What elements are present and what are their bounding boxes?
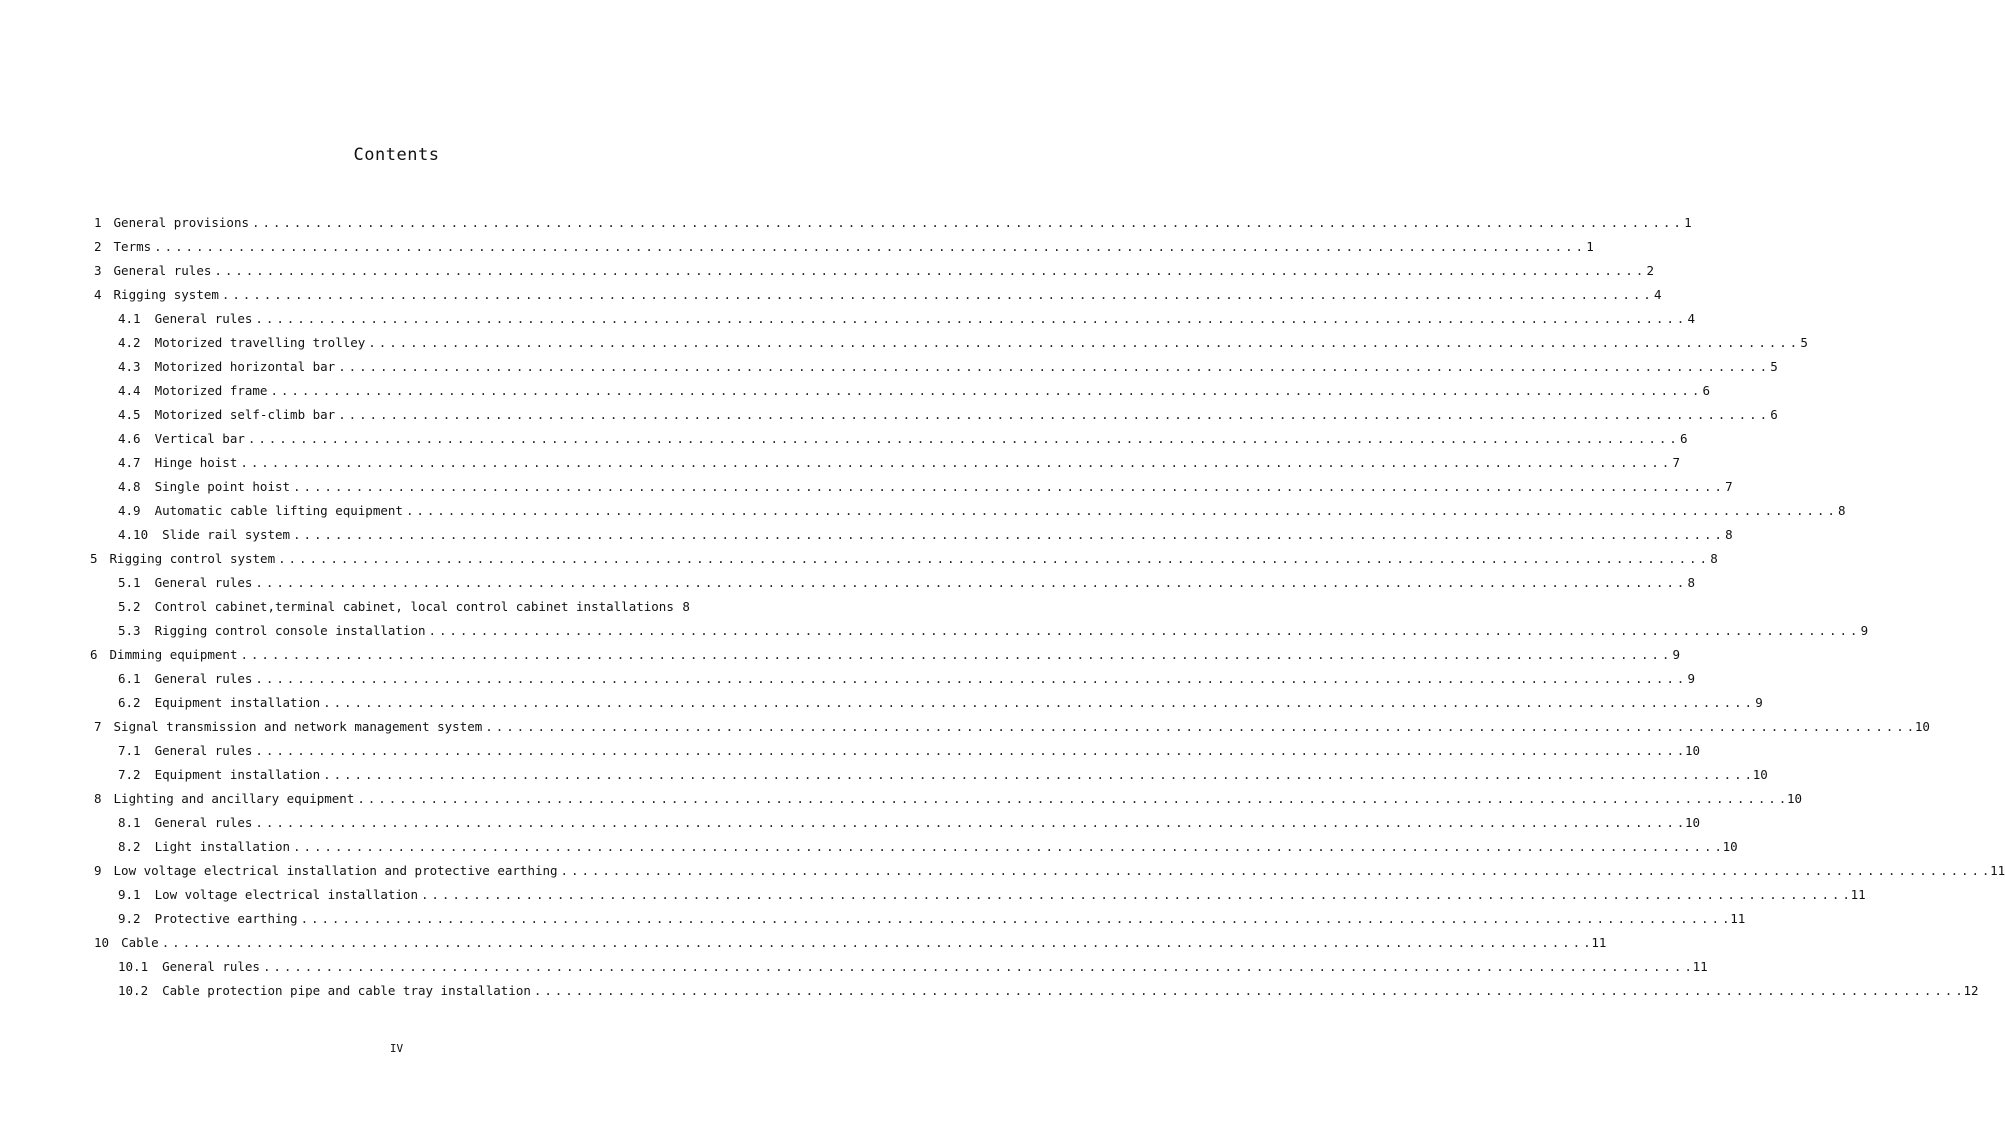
toc-entry-number: 7.2 [118, 767, 141, 782]
toc-dot-leader [263, 955, 1690, 979]
toc-entry-page: 9 [1687, 671, 1696, 686]
toc-entry-number: 5.3 [118, 623, 141, 638]
toc-dot-leader [301, 907, 1728, 931]
toc-dot-leader [255, 667, 1682, 691]
toc-entry-title: Dimming equipment [109, 647, 238, 662]
toc-dot-leader [255, 811, 1682, 835]
toc-entry[interactable] [90, 547, 1718, 571]
toc-entry-number: 8.2 [118, 839, 141, 854]
toc-dot-leader [240, 451, 1667, 475]
toc-entry[interactable] [118, 763, 1768, 787]
toc-entry[interactable] [118, 499, 1846, 523]
toc-entry-title: General rules [154, 815, 253, 830]
toc-entry[interactable] [94, 859, 2005, 883]
toc-entry-title: General rules [113, 263, 212, 278]
toc-entry-number: 8 [94, 791, 102, 806]
toc-entry-title: Terms [113, 239, 152, 254]
toc-dot-leader [252, 211, 1679, 235]
toc-entry[interactable] [118, 355, 1778, 379]
toc-entry-page: 11 [1692, 959, 1708, 974]
toc-entry[interactable] [94, 235, 1594, 259]
toc-entry[interactable] [118, 379, 1711, 403]
toc-entry-title: Single point hoist [154, 479, 291, 494]
toc-entry[interactable] [118, 619, 1869, 643]
toc-entry-page: 10 [1752, 767, 1768, 782]
toc-entry-page: 9 [1672, 647, 1681, 662]
toc-dot-leader [154, 235, 1581, 259]
toc-entry-page: 8 [682, 599, 690, 614]
toc-dot-leader [293, 475, 1720, 499]
toc-entry-page: 6 [1679, 431, 1688, 446]
toc-entry[interactable] [118, 811, 1701, 835]
toc-entry-number: 9 [94, 863, 102, 878]
toc-entry-page: 1 [1586, 239, 1594, 254]
toc-entry-page: 9 [1860, 623, 1869, 638]
toc-entry-number: 4.8 [118, 479, 141, 494]
toc-entry-page: 1 [1684, 215, 1692, 230]
toc-entry-page: 9 [1755, 695, 1763, 710]
toc-entry[interactable] [94, 787, 1803, 811]
toc-entry[interactable] [90, 643, 1681, 667]
toc-entry-page: 6 [1770, 407, 1778, 422]
toc-entry-title: Rigging control console installation [154, 623, 426, 638]
toc-entry-number: 4.6 [118, 431, 141, 446]
toc-entry-page: 2 [1646, 263, 1654, 278]
toc-entry-title: Signal transmission and network management system [113, 719, 483, 734]
toc-entry-page: 7 [1725, 479, 1733, 494]
toc-entry-number: 4.1 [118, 311, 141, 326]
toc-entry-number: 4.10 [118, 527, 149, 542]
toc-entry[interactable] [118, 571, 1696, 595]
toc-entry-page: 6 [1702, 383, 1711, 398]
toc-dot-leader [406, 499, 1833, 523]
toc-entry-title: General rules [154, 311, 253, 326]
toc-entry[interactable] [118, 739, 1701, 763]
toc-dot-leader [368, 331, 1795, 355]
toc-entry-title: General provisions [113, 215, 249, 230]
toc-entry-title: Vertical bar [154, 431, 245, 446]
toc-dot-leader [278, 547, 1705, 571]
toc-entry[interactable] [94, 283, 1662, 307]
toc-entry[interactable] [118, 307, 1696, 331]
contents-title: Contents [353, 145, 440, 165]
toc-entry-number: 4.9 [118, 503, 141, 518]
toc-entry-title: Protective earthing [154, 911, 298, 926]
toc-entry-number: 7.1 [118, 743, 141, 758]
toc-entry-number: 10 [94, 935, 110, 950]
toc-entry[interactable] [118, 979, 1979, 1003]
toc-entry-page: 7 [1672, 455, 1680, 470]
toc-entry-page: 11 [1730, 911, 1746, 926]
toc-dot-leader [338, 403, 1765, 427]
toc-dot-leader [222, 283, 1649, 307]
toc-entry[interactable] [118, 907, 1746, 931]
toc-entry[interactable] [118, 691, 1763, 715]
toc-entry-title: Rigging control system [109, 551, 276, 566]
toc-entry-title: Motorized self-climb bar [154, 407, 336, 422]
toc-entry-page: 11 [1850, 887, 1866, 902]
toc-dot-leader [421, 883, 1848, 907]
toc-entry-title: Rigging system [113, 287, 219, 302]
toc-entry[interactable] [118, 403, 1778, 427]
toc-entry-title: Control cabinet,terminal cabinet, local control cabinet installations [154, 599, 674, 614]
toc-entry-page: 4 [1653, 287, 1662, 302]
toc-entry[interactable] [94, 259, 1654, 283]
toc-entry-number: 8.1 [118, 815, 141, 830]
toc-entry[interactable] [118, 427, 1688, 451]
toc-entry-title: Slide rail system [162, 527, 291, 542]
toc-entry-title: General rules [154, 743, 253, 758]
toc-entry-page: 10 [1685, 815, 1701, 830]
toc-dot-leader [255, 307, 1682, 331]
toc-entry-title: Equipment installation [154, 767, 321, 782]
toc-entry-page: 8 [1725, 527, 1733, 542]
toc-dot-leader [248, 427, 1675, 451]
toc-dot-leader [214, 259, 1641, 283]
toc-entry[interactable] [118, 475, 1733, 499]
toc-entry-number: 9.1 [118, 887, 141, 902]
toc-entry-title: Equipment installation [154, 695, 321, 710]
toc-entry-page: 8 [1710, 551, 1718, 566]
toc-entry-number: 3 [94, 263, 102, 278]
toc-entry-page: 8 [1687, 575, 1696, 590]
toc-entry-page: 11 [1591, 935, 1607, 950]
toc-entry-number: 7 [94, 719, 102, 734]
toc-entry-title: General rules [154, 671, 253, 686]
toc-entry-number: 2 [94, 239, 102, 254]
toc-entry-number: 4 [94, 287, 102, 302]
toc-dot-leader [255, 571, 1682, 595]
toc-entry-page: 8 [1838, 503, 1846, 518]
toc-entry-number: 6.2 [118, 695, 141, 710]
toc-entry[interactable] [118, 883, 1866, 907]
toc-entry[interactable] [118, 451, 1680, 475]
toc-dot-leader [323, 691, 1750, 715]
toc-entry-title: General rules [162, 959, 260, 974]
toc-entry-title: General rules [154, 575, 253, 590]
toc-entry-number: 5 [90, 551, 98, 566]
toc-entry-title: Motorized horizontal bar [154, 359, 336, 374]
toc-entry-page: 10 [1685, 743, 1701, 758]
toc-dot-leader [485, 715, 1912, 739]
toc-entry-title: Light installation [154, 839, 291, 854]
toc-entry[interactable] [94, 715, 1930, 739]
toc-entry[interactable] [94, 931, 1607, 955]
toc-dot-leader [240, 643, 1667, 667]
toc-entry-page: 10 [1914, 719, 1930, 734]
toc-entry[interactable] [118, 955, 1708, 979]
toc-dot-leader [561, 859, 1988, 883]
toc-entry-page: 10 [1722, 839, 1738, 854]
toc-entry-title: Hinge hoist [154, 455, 238, 470]
toc-dot-leader [357, 787, 1784, 811]
toc-dot-leader [293, 523, 1720, 547]
toc-entry-number: 4.7 [118, 455, 141, 470]
toc-entry-title: Lighting and ancillary equipment [113, 791, 355, 806]
toc-entry-title: Low voltage electrical installation [154, 887, 418, 902]
toc-entry-number: 9.2 [118, 911, 141, 926]
toc-entry-title: Motorized travelling trolley [154, 335, 366, 350]
toc-entry[interactable] [118, 595, 690, 619]
toc-entry[interactable] [118, 523, 1733, 547]
toc-entry-number: 1 [94, 215, 102, 230]
toc-entry-page: 11 [1990, 863, 2005, 878]
toc-entry[interactable] [118, 667, 1696, 691]
toc-entry-number: 5.1 [118, 575, 141, 590]
toc-dot-leader [323, 763, 1750, 787]
toc-entry-number: 10.2 [118, 983, 149, 998]
toc-entry-number: 10.1 [118, 959, 149, 974]
toc-entry-title: Motorized frame [154, 383, 268, 398]
toc-entry-number: 4.2 [118, 335, 141, 350]
toc-entry-number: 4.4 [118, 383, 141, 398]
toc-dot-leader [429, 619, 1856, 643]
toc-dot-leader [255, 739, 1682, 763]
toc-entry-number: 4.5 [118, 407, 141, 422]
toc-entry-title: Automatic cable lifting equipment [154, 503, 403, 518]
toc-entry-page: 4 [1687, 311, 1696, 326]
toc-entry-number: 4.3 [118, 359, 141, 374]
toc-entry-page: 10 [1786, 791, 1803, 806]
toc-entry-number: 5.2 [118, 599, 141, 614]
toc-entry-title: Cable [121, 935, 159, 950]
toc-dot-leader [338, 355, 1765, 379]
page-number-footer: IV [389, 1042, 404, 1055]
toc-entry-page: 12 [1963, 983, 1979, 998]
toc-entry-page: 5 [1800, 335, 1808, 350]
toc-entry[interactable] [118, 835, 1738, 859]
toc-entry[interactable] [94, 211, 1692, 235]
toc-entry-page: 5 [1770, 359, 1778, 374]
toc-dot-leader [534, 979, 1961, 1003]
toc-entry-title: Low voltage electrical installation and protective earthing [113, 863, 558, 878]
toc-dot-leader [162, 931, 1589, 955]
toc-entry[interactable] [118, 331, 1808, 355]
toc-dot-leader [270, 379, 1697, 403]
toc-entry-title: Cable protection pipe and cable tray installation [162, 983, 531, 998]
toc-entry-number: 6.1 [118, 671, 141, 686]
toc-dot-leader [293, 835, 1720, 859]
toc-entry-number: 6 [90, 647, 98, 662]
